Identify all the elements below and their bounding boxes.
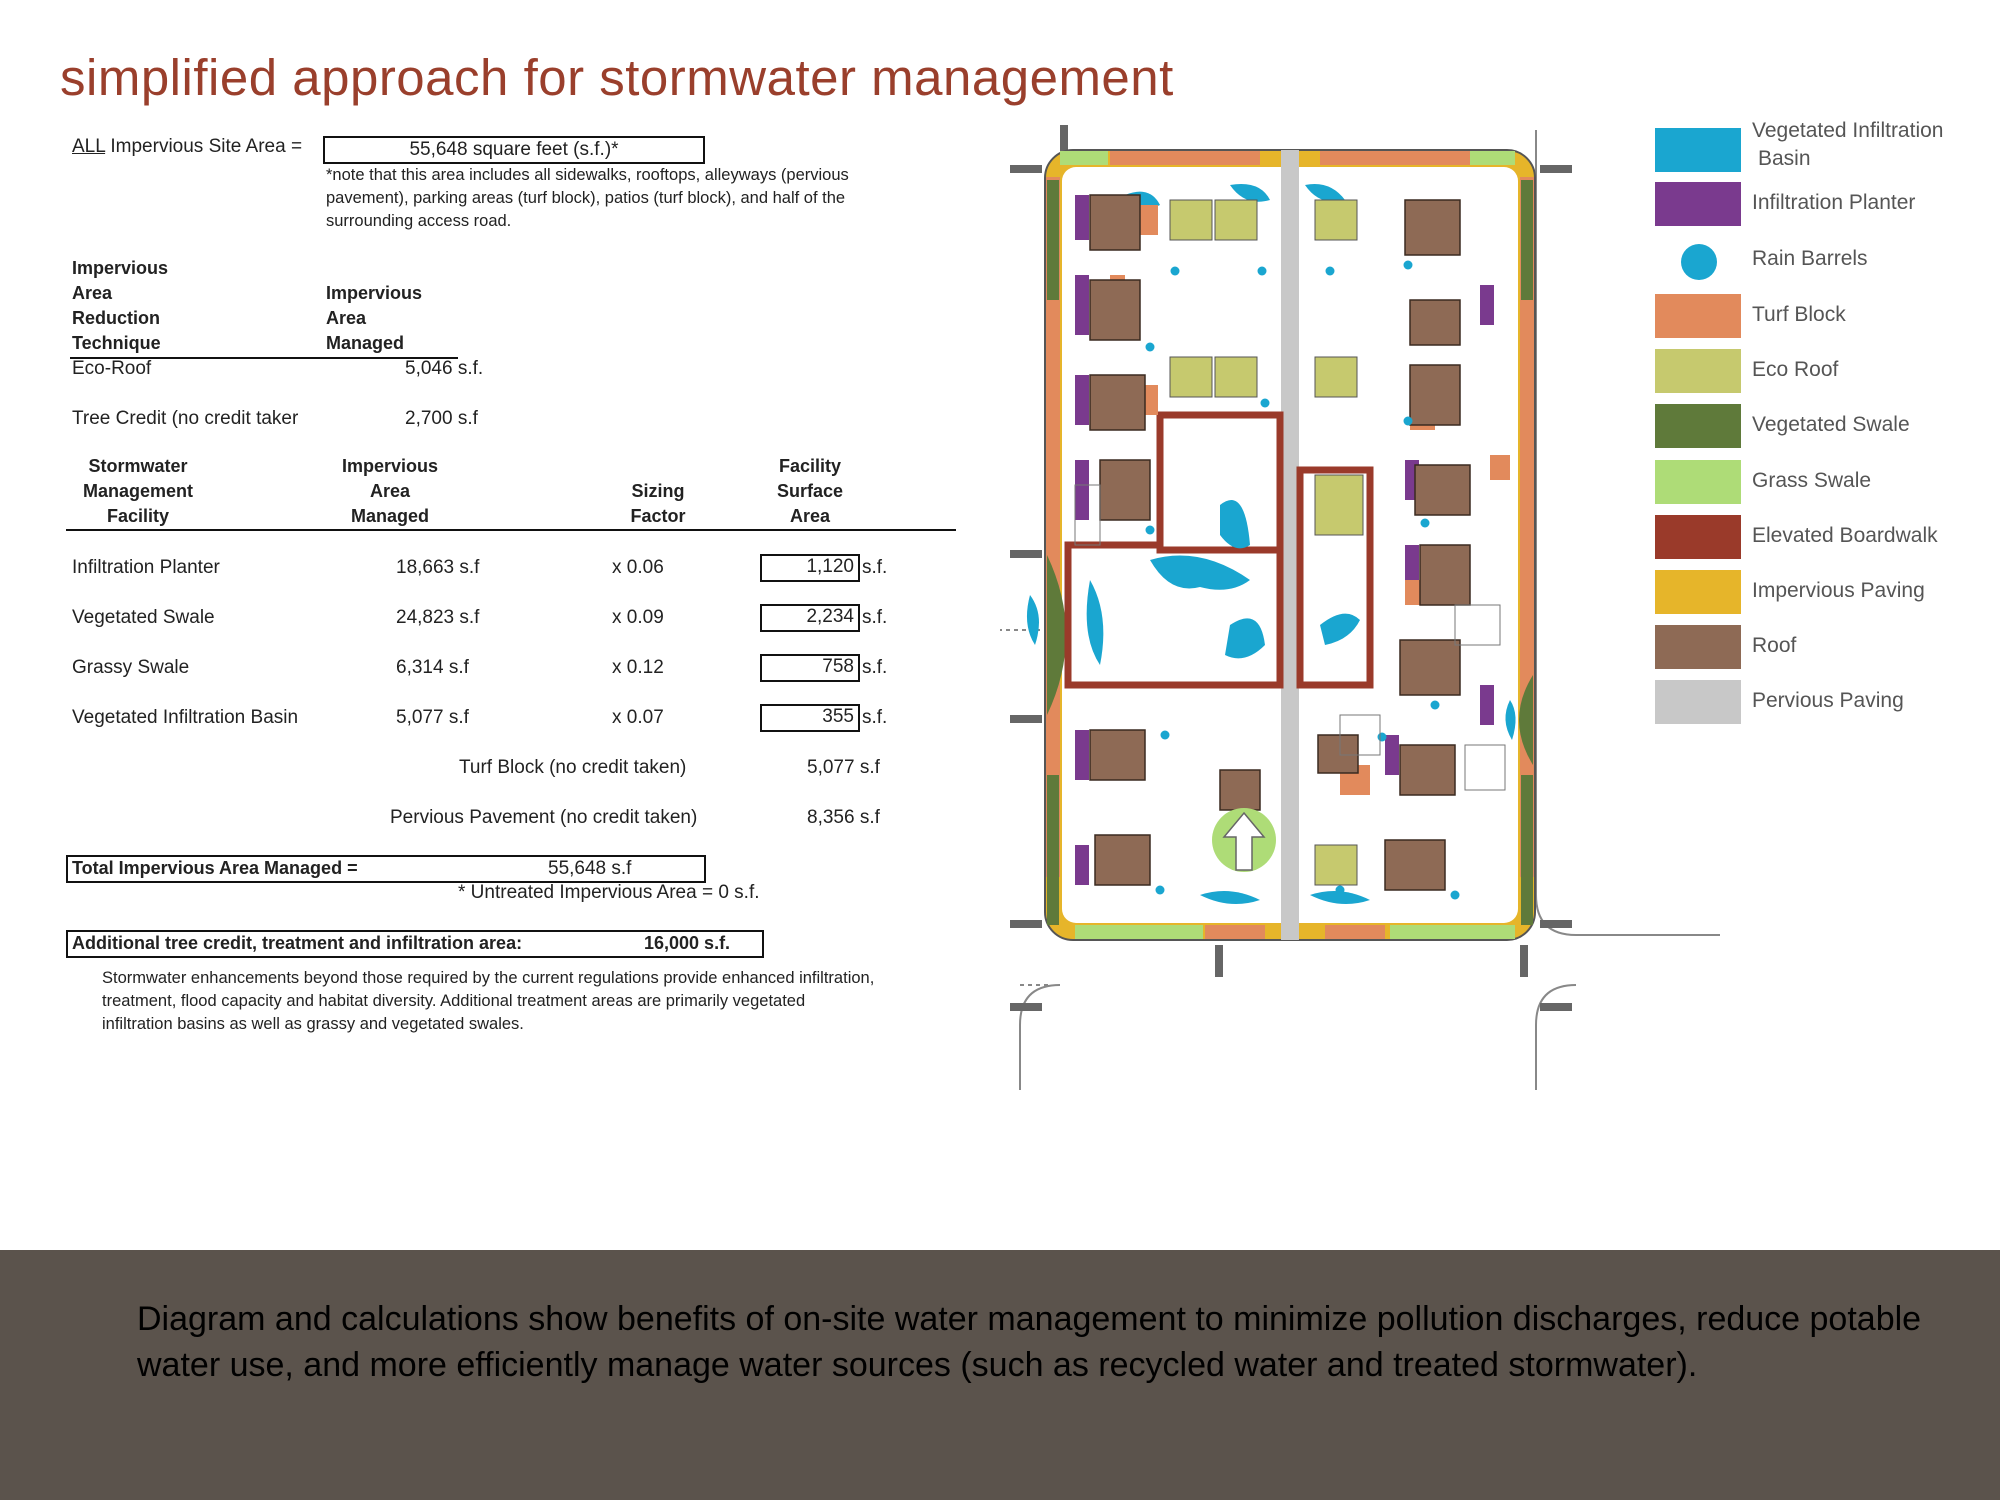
header-text: Area [326, 308, 367, 328]
eco-roof [1315, 200, 1357, 240]
facility-row-unit: s.f. [862, 707, 888, 728]
roof [1090, 375, 1145, 430]
header-text: Stormwater [88, 456, 188, 476]
roof [1090, 730, 1145, 780]
rain-barrel [1336, 886, 1345, 895]
header-text: Surface [776, 481, 844, 501]
crosswalk [1540, 1003, 1572, 1011]
site-area-value: 55,648 square feet (s.f.)* [409, 139, 619, 160]
infiltration-planter [1405, 545, 1419, 585]
eco-roof [1315, 357, 1357, 397]
facility-header-surface [760, 454, 860, 529]
facility-row-factor: x 0.12 [612, 657, 664, 678]
rain-barrel [1404, 261, 1413, 270]
site-area-label-all: ALL [72, 136, 106, 157]
rain-barrel [1451, 891, 1460, 900]
facility-header-sizing [608, 479, 708, 529]
header-text: Facility [106, 506, 170, 526]
header-text: Managed [326, 333, 405, 353]
facility-row-managed: 24,823 s.f [396, 607, 480, 628]
crosswalk [1010, 920, 1042, 928]
reduction-header-managed [326, 281, 422, 356]
street-line [1536, 985, 1576, 1090]
legend-label: Rain Barrels [1752, 247, 1868, 270]
facility-row-factor: x 0.09 [612, 607, 664, 628]
infiltration-planter [1075, 730, 1089, 780]
additional-text-line-1: Stormwater enhancements beyond those required by the current regulations provide enhanced infiltration, [102, 969, 875, 987]
rain-barrel [1156, 886, 1165, 895]
turf-block-south [1205, 925, 1265, 939]
site-area-note-line-1: *note that this area includes all sidewalks, rooftops, alleyways (pervious [326, 166, 849, 184]
rain-barrel [1326, 267, 1335, 276]
roof [1400, 640, 1460, 695]
facility-area-box [760, 654, 860, 682]
rain-barrel [1171, 267, 1180, 276]
facility-area-box [760, 704, 860, 732]
roof [1410, 365, 1460, 425]
facility-row-unit: s.f. [862, 657, 888, 678]
additional-value: 16,000 s.f. [644, 933, 731, 953]
infiltration-planter [1075, 275, 1089, 335]
legend-swatch-impervious-paving [1655, 570, 1741, 614]
legend-label: Impervious Paving [1752, 579, 1925, 602]
street-line [1020, 985, 1060, 1090]
legend-swatch-vegetated-swale [1655, 404, 1741, 448]
facility-row-name: Infiltration Planter [72, 557, 220, 578]
legend-swatch-grass-swale [1655, 460, 1741, 504]
facility-area-value: 2,234 [806, 606, 854, 627]
crosswalk [1010, 550, 1042, 558]
rain-barrel [1421, 519, 1430, 528]
legend-label: Eco Roof [1752, 358, 1839, 381]
roof [1410, 300, 1460, 345]
rain-barrel [1404, 417, 1413, 426]
reduction-header-technique [72, 256, 168, 356]
facility-header-rule [66, 529, 956, 531]
site-area-label-rest: Impervious Site Area = [105, 136, 303, 157]
crosswalk [1010, 1003, 1042, 1011]
legend-label: Grass Swale [1752, 469, 1872, 492]
turf-block-south [1325, 925, 1385, 939]
roof [1318, 735, 1358, 773]
legend-swatch-elevated-boardwalk [1655, 515, 1741, 559]
header-text: Reduction [72, 308, 160, 328]
total-box [66, 855, 706, 883]
legend-label: Elevated Boardwalk [1752, 524, 1938, 547]
legend-swatch-pervious-paving [1655, 680, 1741, 724]
header-text: Impervious [341, 456, 439, 476]
crosswalk [1010, 715, 1042, 723]
infiltration-planter [1480, 685, 1494, 725]
header-text: Impervious [326, 283, 423, 303]
grass-swale [1470, 151, 1515, 165]
page-title: simplified approach for stormwater management [60, 49, 1174, 106]
legend-label: Infiltration Planter [1752, 191, 1916, 214]
header-text: Area [789, 506, 831, 526]
extra-row-label: Pervious Pavement (no credit taken) [390, 807, 698, 828]
pervious-alley [1281, 150, 1299, 940]
eco-roof [1215, 357, 1257, 397]
infiltration-planter [1075, 845, 1089, 885]
facility-area-box [760, 604, 860, 632]
roof [1220, 770, 1260, 810]
header-text: Area [369, 481, 411, 501]
header-text: Factor [630, 506, 686, 526]
roof [1385, 840, 1445, 890]
rain-barrel [1146, 343, 1155, 352]
additional-label: Additional tree credit, treatment and infiltration area: [72, 933, 523, 953]
untreated-note: * Untreated Impervious Area = 0 s.f. [458, 882, 760, 903]
rain-barrel [1146, 526, 1155, 535]
facility-row-unit: s.f. [862, 607, 888, 628]
facility-row-name: Grassy Swale [72, 657, 190, 678]
grass-swale [1075, 925, 1203, 939]
facility-row-managed: 5,077 s.f [396, 707, 469, 728]
vegetated-swale [1047, 180, 1059, 300]
extra-row-label: Turf Block (no credit taken) [459, 757, 687, 778]
caption-text: Diagram and calculations show benefits of on-site water management to minimize pollution discharges, reduce potable water use, and more efficiently manage water sources (such as recycled water and treated stormwater). [137, 1300, 1922, 1384]
legend-label: Turf Block [1752, 303, 1846, 326]
facility-row-factor: x 0.07 [612, 707, 664, 728]
eco-roof [1315, 845, 1357, 885]
vegetated-swale [1521, 775, 1533, 925]
header-text: Facility [778, 456, 842, 476]
crosswalk [1520, 945, 1528, 977]
rain-barrel [1258, 267, 1267, 276]
legend-swatch-turf-block [1655, 294, 1741, 338]
header-text: Sizing [631, 481, 685, 501]
turf-block-north [1320, 151, 1470, 165]
site-area-note-line-2: pavement), parking areas (turf block), patios (turf block), and half of the [326, 189, 846, 207]
eco-roof [1170, 357, 1212, 397]
facility-area-value: 355 [822, 706, 854, 727]
header-text: Impervious [72, 258, 169, 278]
additional-text-line-2: treatment, flood capacity and habitat diversity. Additional treatment areas are primarily vegetated [102, 992, 806, 1010]
facility-area-value: 758 [822, 656, 854, 677]
rain-barrel [1161, 731, 1170, 740]
roof [1400, 745, 1455, 795]
roof [1100, 460, 1150, 520]
reduction-row-technique: Tree Credit (no credit taker [72, 408, 299, 429]
infiltration-planter [1480, 285, 1494, 325]
reduction-row-managed: 5,046 s.f. [405, 358, 484, 379]
additional-text [102, 967, 874, 1036]
header-text: Management [82, 481, 194, 501]
facility-row-managed: 6,314 s.f [396, 657, 469, 678]
legend-swatch-vegetated-infiltration-basin [1655, 128, 1741, 172]
rain-barrel [1378, 733, 1387, 742]
roof [1420, 545, 1470, 605]
facility-row-name: Vegetated Infiltration Basin [72, 707, 299, 728]
total-value: 55,648 s.f [548, 858, 632, 879]
total-label: Total Impervious Area Managed = [72, 858, 358, 878]
facility-header-facility [68, 454, 208, 529]
extra-row-value: 8,356 s.f [807, 807, 880, 828]
roof [1095, 835, 1150, 885]
turf-patio [1490, 455, 1510, 480]
legend-label: Roof [1752, 634, 1797, 657]
infiltration-basin [1027, 595, 1039, 645]
site-area-note-line-3: surrounding access road. [326, 212, 512, 230]
crosswalk [1540, 165, 1572, 173]
roof [1090, 195, 1140, 250]
eco-roof [1170, 200, 1212, 240]
reduction-row-managed: 2,700 s.f [405, 408, 478, 429]
turf-block-north [1110, 151, 1260, 165]
facility-row-managed: 18,663 s.f [396, 557, 480, 578]
legend-label: Vegetated Swale [1752, 413, 1910, 436]
site-area-note [326, 164, 849, 233]
legend-swatch-roof [1655, 625, 1741, 669]
header-text: Managed [350, 506, 429, 526]
roof [1405, 200, 1460, 255]
vegetated-swale [1521, 180, 1533, 300]
additional-text-line-3: infiltration basins as well as grassy and vegetated swales. [102, 1015, 524, 1033]
site-area-value-box [323, 136, 705, 164]
legend-label [1752, 117, 1943, 173]
roof [1415, 465, 1470, 515]
crosswalk [1215, 945, 1223, 977]
infiltration-planter [1075, 375, 1089, 425]
legend-label-line: Basin [1758, 147, 1811, 170]
infiltration-planter [1075, 195, 1089, 240]
legend-swatch-rain-barrels [1681, 244, 1717, 280]
facility-header-managed [330, 454, 450, 529]
header-text: Technique [72, 333, 161, 353]
infiltration-planter [1075, 460, 1089, 520]
facility-row-factor: x 0.06 [612, 557, 664, 578]
legend-label: Pervious Paving [1752, 689, 1904, 712]
grass-swale [1390, 925, 1515, 939]
rain-barrel [1431, 701, 1440, 710]
crosswalk [1540, 920, 1572, 928]
legend-label-line: Vegetated Infiltration [1752, 119, 1944, 142]
crosswalk [1010, 165, 1042, 173]
legend-swatch-eco-roof [1655, 349, 1741, 393]
eco-roof [1315, 475, 1363, 535]
reduction-row-technique: Eco-Roof [72, 358, 152, 379]
facility-area-box [760, 554, 860, 582]
additional-box [66, 930, 764, 958]
rain-barrel [1261, 399, 1270, 408]
eco-roof [1215, 200, 1257, 240]
legend-swatch-infiltration-planter [1655, 182, 1741, 226]
facility-row-name: Vegetated Swale [72, 607, 215, 628]
vegetated-swale [1047, 775, 1059, 925]
infiltration-planter [1385, 735, 1399, 775]
extra-row-value: 5,077 s.f [807, 757, 880, 778]
roof [1090, 280, 1140, 340]
header-text: Area [72, 283, 113, 303]
site-area-label [72, 136, 302, 158]
facility-row-unit: s.f. [862, 557, 888, 578]
grass-swale [1060, 151, 1108, 165]
street-line [1536, 895, 1720, 935]
facility-area-value: 1,120 [806, 556, 854, 577]
site-plan [1000, 125, 1720, 1095]
